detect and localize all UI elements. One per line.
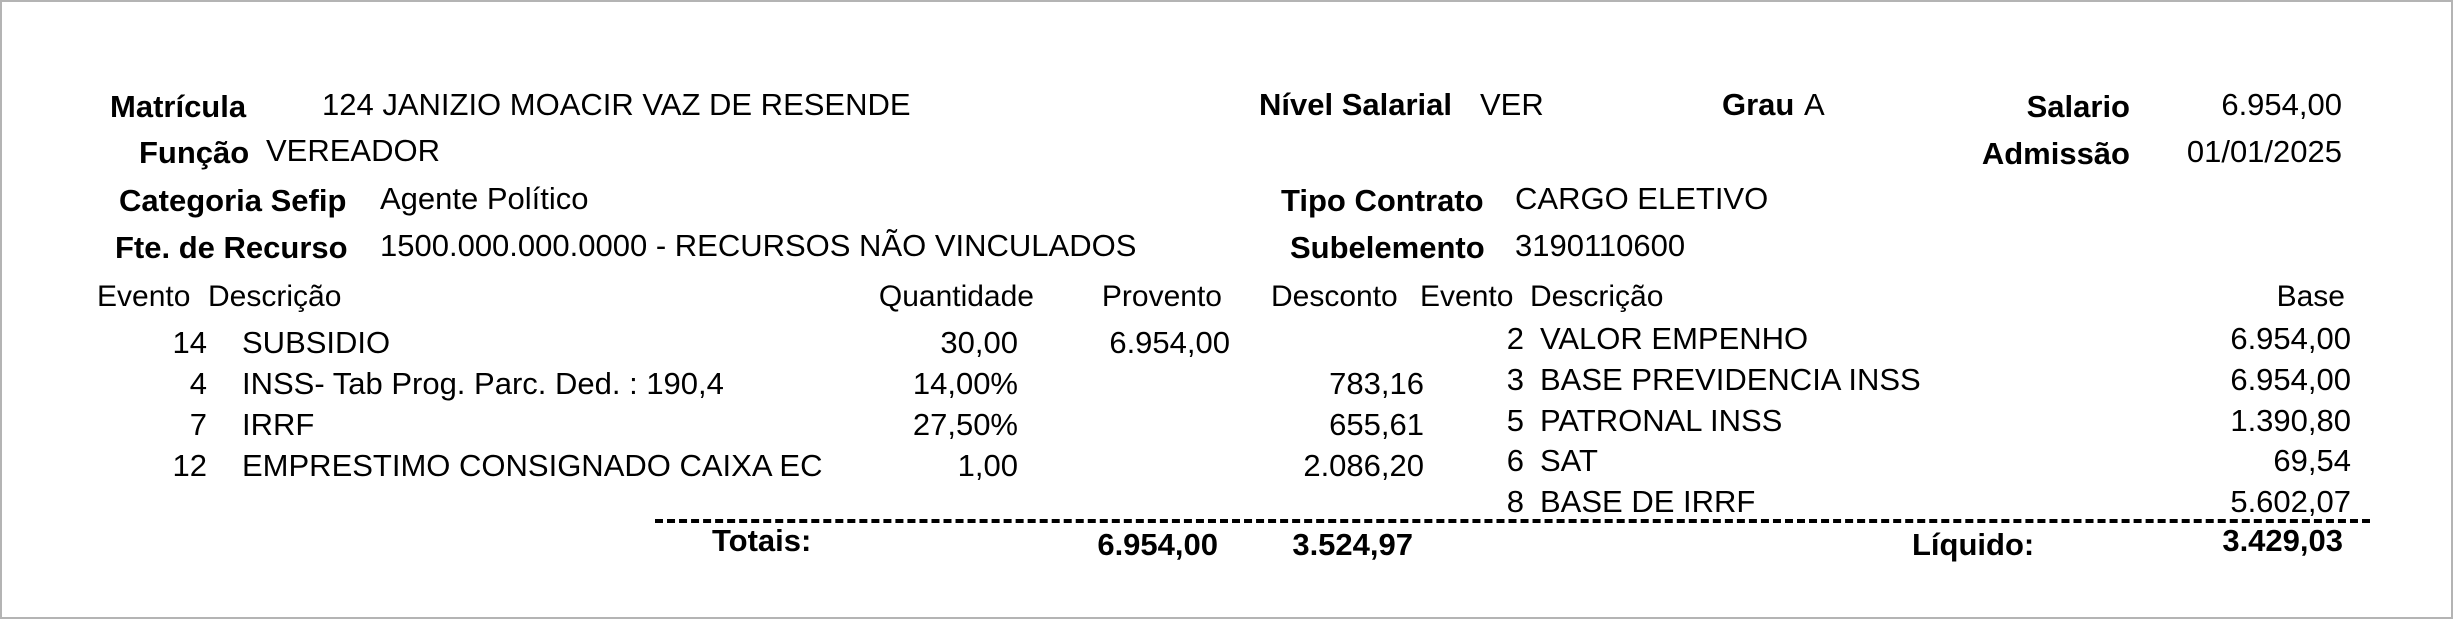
event-code: 7: [189, 407, 207, 442]
event-description: EMPRESTIMO CONSIGNADO CAIXA EC: [242, 448, 823, 483]
col-header-base: Base: [2276, 280, 2345, 313]
admissao-label: Admissão: [1981, 136, 2130, 171]
event-description: SUBSIDIO: [242, 325, 391, 360]
col-header-descricao: Descrição: [208, 280, 342, 313]
event-desconto: 655,61: [1329, 407, 1424, 442]
base-description: BASE PREVIDENCIA INSS: [1540, 362, 1921, 397]
event-description: INSS- Tab Prog. Parc. Ded. : 190,4: [242, 366, 724, 401]
base-value: 69,54: [2273, 443, 2351, 478]
base-description: VALOR EMPENHO: [1540, 321, 1809, 356]
base-value: 5.602,07: [2230, 484, 2351, 519]
base-value: 6.954,00: [2230, 321, 2351, 356]
col-header-provento: Provento: [1101, 280, 1222, 313]
base-code: 5: [1506, 403, 1524, 438]
totals-label: Totais:: [712, 523, 812, 558]
categoria-sefip-label: Categoria Sefip: [119, 183, 347, 218]
col-header-evento-bases: Evento: [1420, 280, 1514, 313]
col-header-quantidade: Quantidade: [878, 280, 1034, 313]
event-quantity: 27,50%: [912, 407, 1018, 442]
salario-value: 6.954,00: [2221, 87, 2342, 122]
base-code: 3: [1506, 362, 1524, 397]
categoria-sefip-value: Agente Político: [380, 181, 589, 216]
totals-desconto: 3.524,97: [1292, 527, 1413, 562]
col-header-evento: Evento: [97, 280, 191, 313]
col-header-descricao-bases: Descrição: [1530, 280, 1664, 313]
event-desconto: 2.086,20: [1303, 448, 1424, 483]
fonte-recurso-label: Fte. de Recurso: [115, 230, 348, 265]
fonte-recurso-value: 1500.000.000.0000 - RECURSOS NÃO VINCULADOS: [380, 228, 1137, 263]
subelemento-value: 3190110600: [1515, 228, 1686, 263]
liquido-label: Líquido:: [1912, 527, 2035, 562]
tipo-contrato-value: CARGO ELETIVO: [1515, 181, 1769, 216]
base-value: 6.954,00: [2230, 362, 2351, 397]
totals-divider: [655, 519, 2370, 523]
event-quantity: 30,00: [940, 325, 1018, 360]
base-description: SAT: [1540, 443, 1598, 478]
nivel-salarial-label: Nível Salarial: [1259, 87, 1453, 122]
grau-label: Grau: [1722, 87, 1795, 122]
nivel-salarial-value: VER: [1480, 87, 1544, 122]
event-description: IRRF: [242, 407, 315, 442]
totals-provento: 6.954,00: [1097, 527, 1218, 562]
event-code: 14: [172, 325, 207, 360]
base-code: 8: [1506, 484, 1524, 519]
base-code: 2: [1506, 321, 1524, 356]
col-header-desconto: Desconto: [1271, 280, 1398, 313]
grau-value: A: [1804, 87, 1825, 122]
base-description: PATRONAL INSS: [1540, 403, 1783, 438]
funcao-label: Função: [139, 135, 250, 170]
event-quantity: 14,00%: [912, 366, 1018, 401]
matricula-label: Matrícula: [110, 89, 247, 124]
event-quantity: 1,00: [957, 448, 1018, 483]
base-description: BASE DE IRRF: [1540, 484, 1756, 519]
event-code: 12: [172, 448, 207, 483]
base-value: 1.390,80: [2230, 403, 2351, 438]
event-provento: 6.954,00: [1109, 325, 1230, 360]
salario-label: Salario: [2026, 89, 2130, 124]
base-code: 6: [1506, 443, 1524, 478]
admissao-value: 01/01/2025: [2186, 134, 2342, 169]
subelemento-label: Subelemento: [1290, 230, 1485, 265]
matricula-value: 124 JANIZIO MOACIR VAZ DE RESENDE: [322, 87, 911, 122]
liquido-value: 3.429,03: [2222, 523, 2343, 558]
event-code: 4: [189, 366, 207, 401]
tipo-contrato-label: Tipo Contrato: [1281, 183, 1484, 218]
event-desconto: 783,16: [1329, 366, 1424, 401]
funcao-value: VEREADOR: [266, 133, 440, 168]
